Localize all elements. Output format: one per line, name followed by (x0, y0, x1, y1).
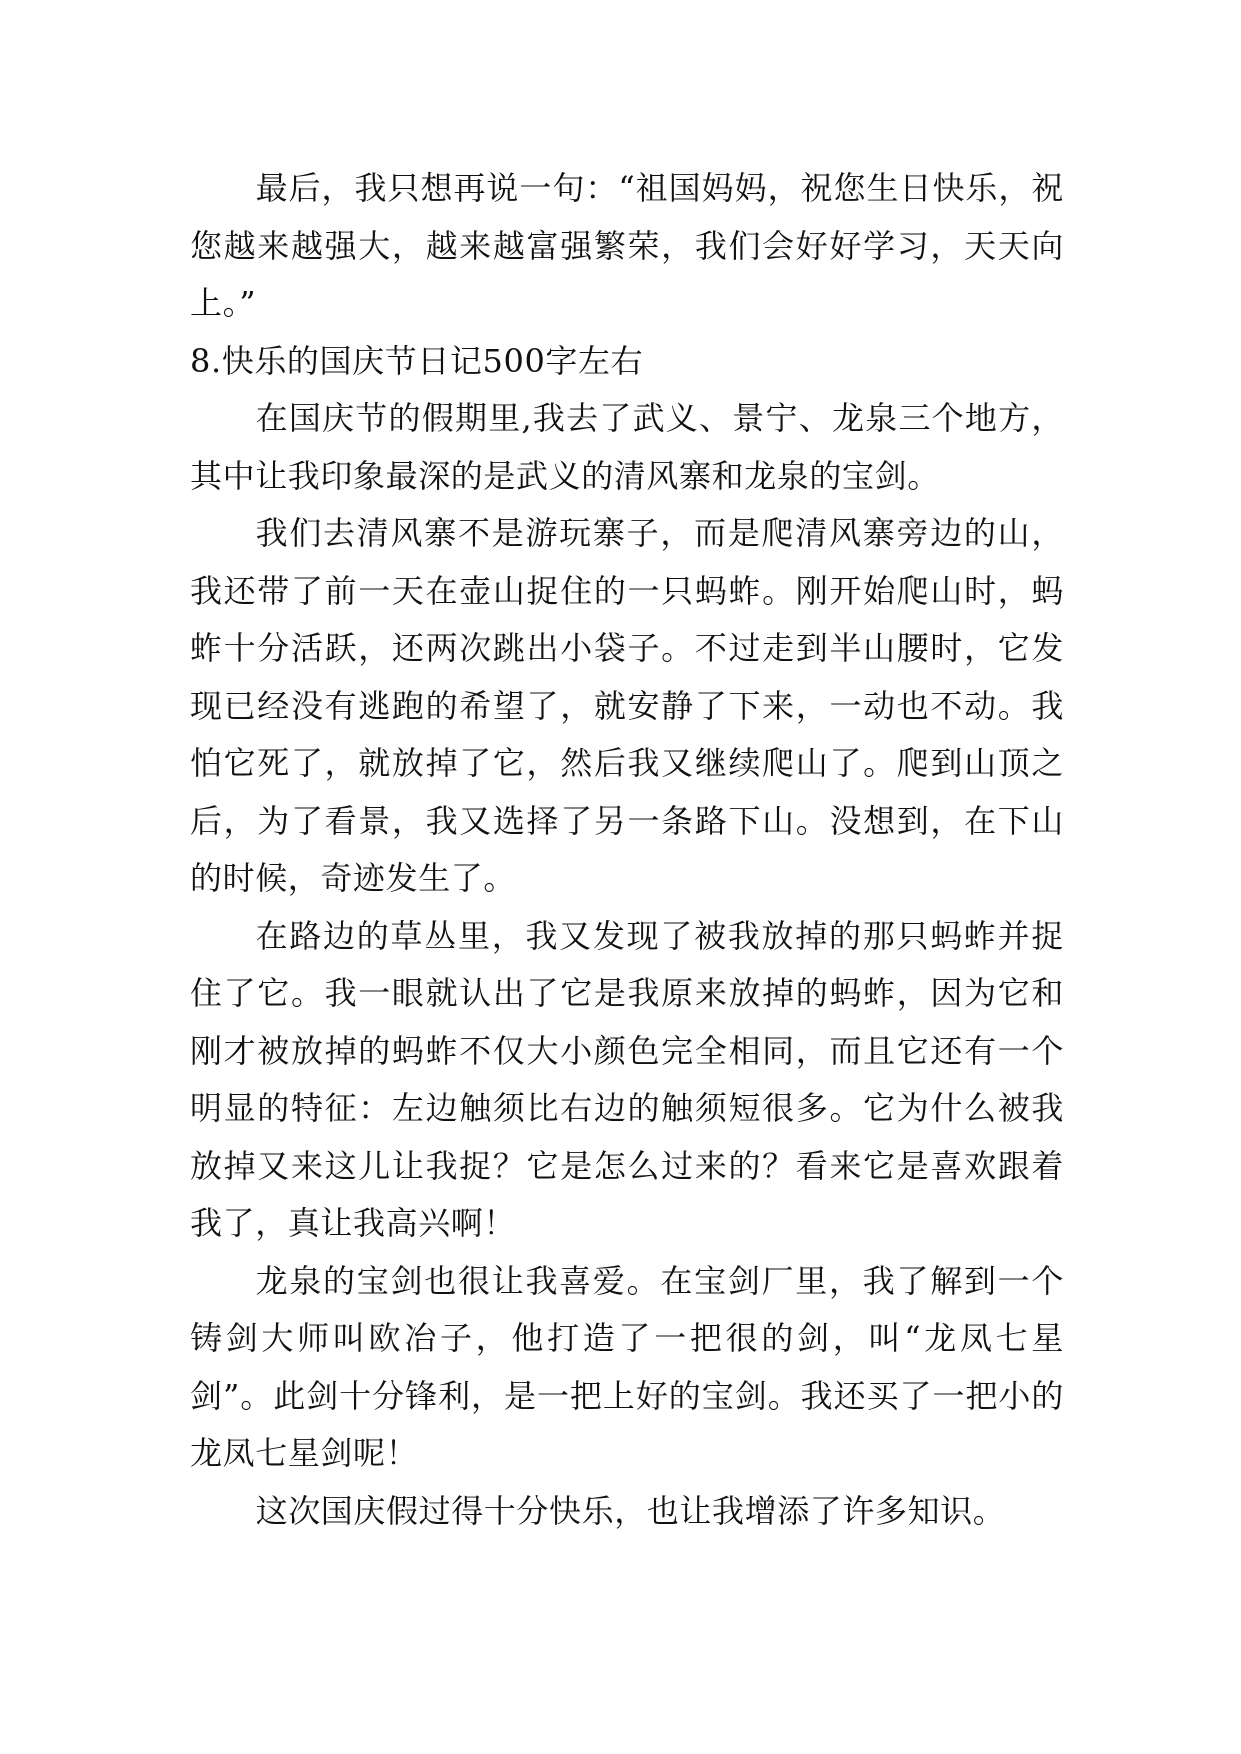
section-heading: 8.快乐的国庆节日记500字左右 (190, 341, 644, 380)
body-paragraph-3: 在路边的草丛里，我又发现了被我放掉的那只蚂蚱并捉住了它。我一眼就认出了它是我原来放掉的蚂蚱，因为它和刚才被放掉的蚂蚱不仅大小颜色完全相同，而且它还有一个明显的特征：左边触须比右边的触须短很多。它为什么被我放掉又来这儿让我捉？它是怎么过来的？看来它是喜欢跟着我了，真让我高兴啊！ (190, 916, 1064, 1242)
closing-paragraph: 最后，我只想再说一句：“祖国妈妈，祝您生日快乐，祝您越来越强大，越来越富强繁荣，我们会好好学习，天天向上。” (190, 169, 1064, 322)
body-paragraph-1: 在国庆节的假期里,我去了武义、景宁、龙泉三个地方，其中让我印象最深的是武义的清风寨和龙泉的宝剑。 (190, 399, 1064, 495)
body-paragraph-2: 我们去清风寨不是游玩寨子，而是爬清风寨旁边的山，我还带了前一天在壶山捉住的一只蚂蚱。刚开始爬山时，蚂蚱十分活跃，还两次跳出小袋子。不过走到半山腰时，它发现已经没有逃跑的希望了，就安静了下来，一动也不动。我怕它死了，就放掉了它，然后我又继续爬山了。爬到山顶之后，为了看景，我又选择了另一条路下山。没想到，在下山的时候，奇迹发生了。 (190, 514, 1064, 897)
body-paragraph-4: 龙泉的宝剑也很让我喜爱。在宝剑厂里，我了解到一个铸剑大师叫欧冶子，他打造了一把很的剑，叫“龙凤七星剑”。此剑十分锋利，是一把上好的宝剑。我还买了一把小的龙凤七星剑呢！ (190, 1261, 1064, 1472)
document-body (190, 160, 1064, 1540)
body-paragraph-5: 这次国庆假过得十分快乐，也让我增添了许多知识。 (255, 1491, 1006, 1530)
